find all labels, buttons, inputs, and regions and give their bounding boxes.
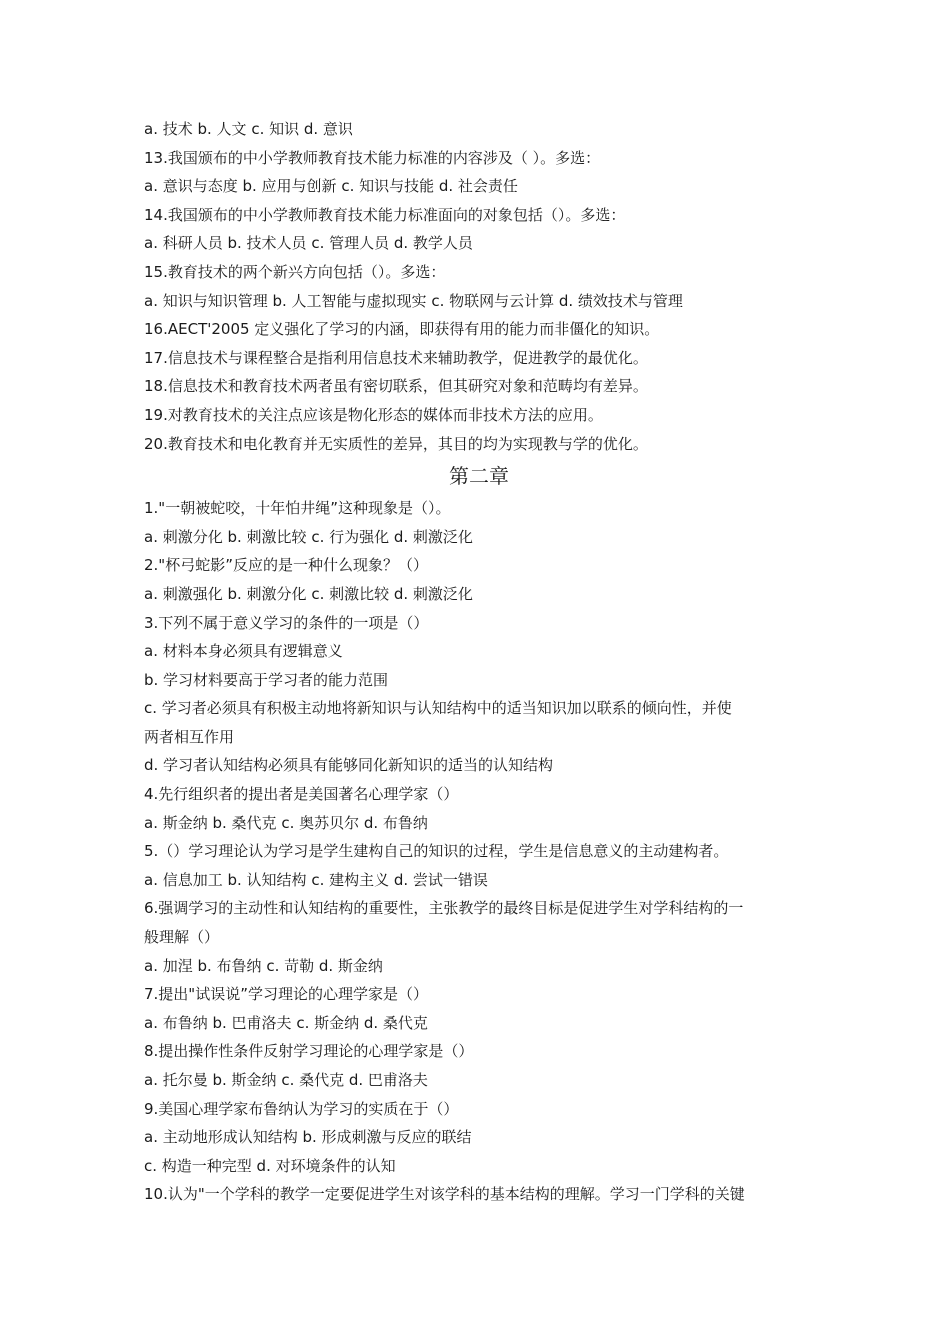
text-line: 6.强调学习的主动性和认知结构的重要性，主张教学的最终目标是促进学生对学科结构的一 <box>144 899 744 918</box>
chapter-two-questions <box>144 494 814 1209</box>
text-line: 15.教育技术的两个新兴方向包括（）。多选： <box>144 262 446 281</box>
document-body <box>144 115 814 1209</box>
text-line: 4.先行组织者的提出者是美国著名心理学家（） <box>144 785 459 804</box>
text-line: a. 信息加工 b. 认知结构 c. 建构主义 d. 尝试一错误 <box>144 870 488 889</box>
text-line: a. 托尔曼 b. 斯金纳 c. 桑代克 d. 巴甫洛夫 <box>144 1071 428 1089</box>
text-line: a. 意识与态度 b. 应用与创新 c. 知识与技能 d. 社会责任 <box>144 177 518 196</box>
text-line: a. 布鲁纳 b. 巴甫洛夫 c. 斯金纳 d. 桑代克 <box>144 1013 428 1032</box>
chapter-heading: 第二章 <box>449 464 509 489</box>
text-line: a. 刺激分化 b. 刺激比较 c. 行为强化 d. 刺激泛化 <box>144 527 473 546</box>
chapter-one-questions <box>144 115 814 458</box>
text-line: 10.认为"一个学科的教学一定要促进学生对该学科的基本结构的理解。学习一门学科的关键 <box>144 1185 745 1204</box>
text-line: c. 构造一种完型 d. 对环境条件的认知 <box>144 1156 396 1175</box>
text-line: a. 技术 b. 人文 c. 知识 d. 意识 <box>144 120 353 138</box>
text-line: 17.信息技术与课程整合是指利用信息技术来辅助教学，促进教学的最优化。 <box>144 348 648 367</box>
text-line: 18.信息技术和教育技术两者虽有密切联系，但其研究对象和范畴均有差异。 <box>144 377 648 396</box>
text-line: 7.提出"试误说”学习理论的心理学家是（） <box>144 985 428 1004</box>
text-line: 14.我国颁布的中小学教师教育技术能力标准面向的对象包括（）。多选： <box>144 205 626 224</box>
text-line: a. 加涅 b. 布鲁纳 c. 苛勒 d. 斯金纳 <box>144 956 383 975</box>
text-line: 20.教育技术和电化教育并无实质性的差异，其目的均为实现教与学的优化。 <box>144 434 648 453</box>
text-line: a. 斯金纳 b. 桑代克 c. 奥苏贝尔 d. 布鲁纳 <box>144 813 428 832</box>
text-line: c. 学习者必须具有积极主动地将新知识与认知结构中的适当知识加以联系的倾向性，并使 <box>144 699 732 718</box>
text-line: 5.（）学习理论认为学习是学生建构自己的知识的过程，学生是信息意义的主动建构者。 <box>144 842 729 861</box>
text-line: a. 主动地形成认知结构 b. 形成刺激与反应的联结 <box>144 1128 472 1147</box>
text-line: 16.AECT'2005 定义强化了学习的内涵，即获得有用的能力而非僵化的知识。 <box>144 320 660 339</box>
text-line: d. 学习者认知结构必须具有能够同化新知识的适当的认知结构 <box>144 756 554 775</box>
text-line: 般理解（） <box>144 928 220 947</box>
text-line: a. 科研人员 b. 技术人员 c. 管理人员 d. 教学人员 <box>144 234 473 253</box>
text-line: 1."一朝被蛇咬，十年怕井绳”这种现象是（）。 <box>144 499 451 518</box>
text-line: 9.美国心理学家布鲁纳认为学习的实质在于（） <box>144 1099 459 1118</box>
text-line: 13.我国颁布的中小学教师教育技术能力标准的内容涉及（ ）。多选： <box>144 148 601 167</box>
text-line: a. 材料本身必须具有逻辑意义 <box>144 642 343 661</box>
text-line: b. 学习材料要高于学习者的能力范围 <box>144 670 389 689</box>
text-line: 19.对教育技术的关注点应该是物化形态的媒体而非技术方法的应用。 <box>144 405 603 424</box>
text-line: 2."杯弓蛇影”反应的是一种什么现象？（） <box>144 556 428 575</box>
text-line: 两者相互作用 <box>144 727 235 746</box>
text-line: 8.提出操作性条件反射学习理论的心理学家是（） <box>144 1042 474 1061</box>
text-line: a. 知识与知识管理 b. 人工智能与虚拟现实 c. 物联网与云计算 d. 绩效技术与管理 <box>144 291 683 310</box>
text-line: a. 刺激强化 b. 刺激分化 c. 刺激比较 d. 刺激泛化 <box>144 584 473 603</box>
text-line: 3.下列不属于意义学习的条件的一项是（） <box>144 613 429 632</box>
